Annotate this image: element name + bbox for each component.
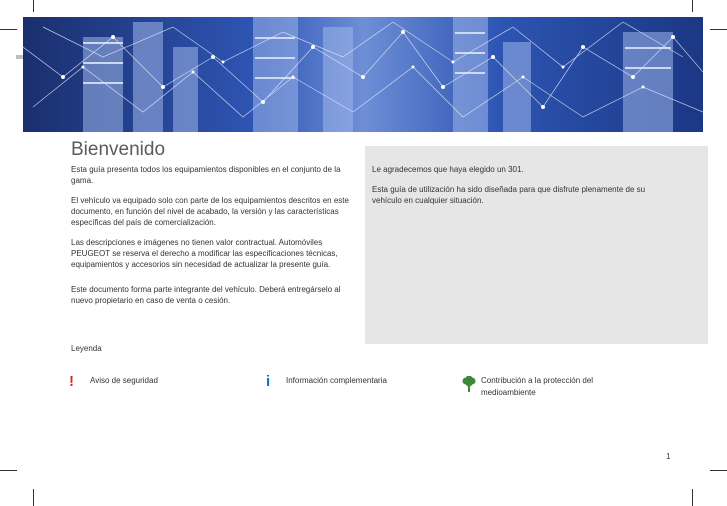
intro-paragraph: Las descripciones e imágenes no tienen valor contractual. Automóviles PEUGEOT se reserva el derecho a modificar las especificaciones técnicas, equipamientos y accesorios sin necesidad de actualizar la presente guía. (71, 238, 338, 269)
header-banner-image (23, 17, 703, 132)
crop-mark (0, 470, 17, 471)
welcome-paragraph: Esta guía de utilización ha sido diseñada para que disfrute plenamente de su vehículo en cualquier situación. (372, 185, 646, 205)
crop-mark (692, 0, 693, 12)
legend-item-safety: Aviso de seguridad (90, 376, 158, 385)
intro-paragraph: Esta guía presenta todos los equipamientos disponibles en el conjunto de la gama. (71, 165, 341, 185)
welcome-box (365, 146, 708, 344)
intro-paragraph: Este documento forma parte integrante del vehículo. Deberá entregárselo al nuevo propietario en caso de venta o cesión. (71, 285, 341, 305)
crop-mark (33, 489, 34, 506)
page-title: Bienvenido (71, 139, 166, 160)
legend-title: Leyenda (71, 344, 102, 353)
page-tab-marker (16, 55, 23, 59)
crop-mark (710, 29, 727, 30)
intro-text-column (71, 164, 354, 315)
crop-mark (692, 489, 693, 506)
info-icon: i (266, 373, 271, 390)
crop-mark (0, 29, 17, 30)
crop-mark (33, 0, 34, 12)
intro-paragraph: El vehículo va equipado solo con parte de los equipamientos descritos en este documento, en función del nivel de acabado, la versión y las características específicas del país de comercialización. (71, 196, 349, 227)
page-number: 1 (666, 452, 671, 461)
exclamation-icon: ! (69, 373, 74, 390)
welcome-paragraph: Le agradecemos que haya elegido un 301. (372, 165, 524, 174)
crop-mark (710, 470, 727, 471)
legend-item-environment: Contribución a la protección del medioambiente (481, 376, 594, 397)
tree-icon (462, 376, 476, 397)
legend-item-info: Información complementaria (286, 376, 387, 385)
